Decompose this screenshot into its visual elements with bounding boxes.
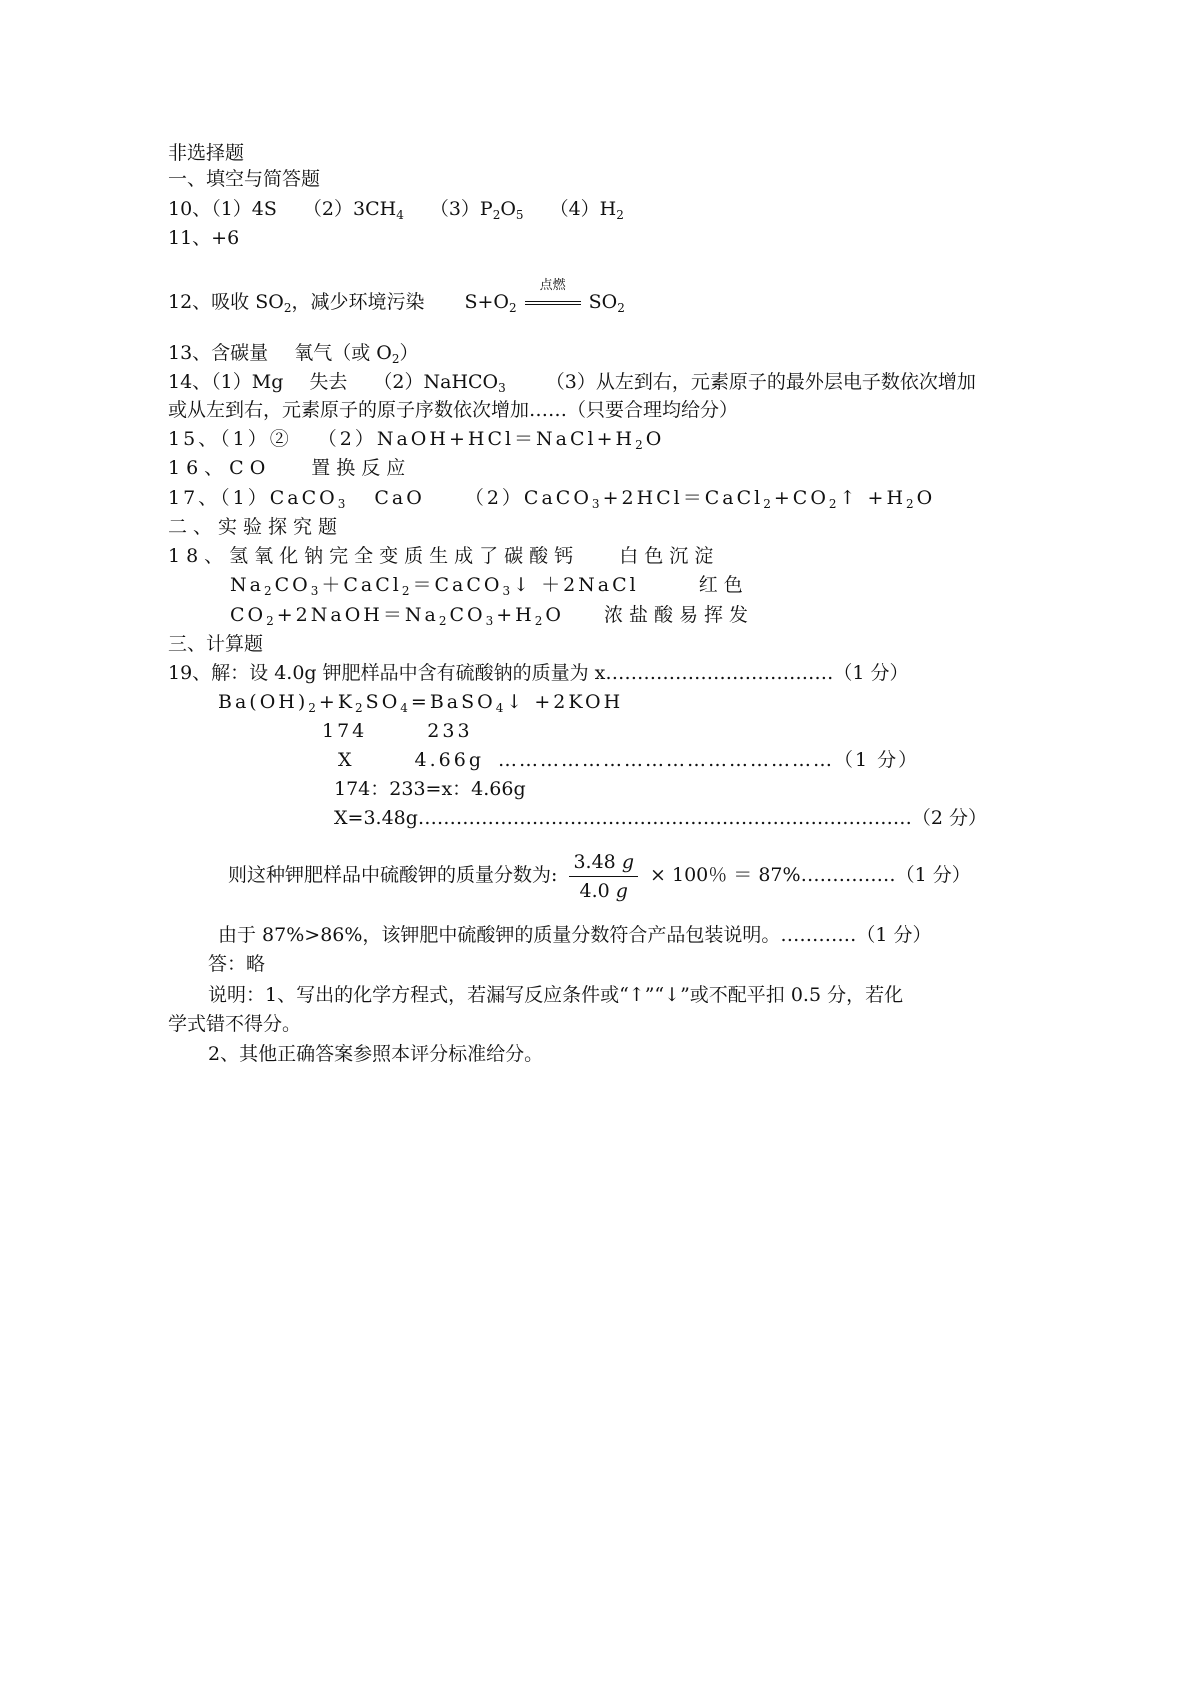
q19-molar-masses: 174 233 [322,720,473,742]
reaction-condition-arrow: 点燃 [525,293,581,313]
q19-percentage: 则这种钾肥样品中硫酸钾的质量分数为: $\frac{3.48 g}{4.0 g}$ × 100％ ＝ 87%……………（1 分） [228,845,971,905]
q13-answer: 13、含碳量 氧气（或 $O_2$） [168,342,419,366]
q10-answer: 10、（1）4S $(2)3CH_4$ $(3)P_2O_5$ $(4)H_2$ [168,198,624,222]
q14-answer-line1: 14、（1）Mg 失去 （2）NaHCO$_3$ （3）从左到右，元素原子的最外层电子数依次增加 [168,371,976,395]
section-title-nonchoice: 非选择题 [168,142,245,164]
fraction: $\frac{3.48 g}{4.0 g}$ [569,848,638,905]
q16-answer: 16、CO 置换反应 [168,457,412,479]
q18-answer-line3: $CO_2+2NaOH=Na_2CO_3+H_2O$ 浓盐酸易挥发 [230,604,754,628]
q11-answer: 11、+6 [168,227,240,249]
q19-answer: 答：略 [208,953,266,975]
q18-answer-line1: 18、氢氧化钠完全变质生成了碳酸钙 白色沉淀 [168,545,720,567]
q19-ratio: 174：233=x：4.66g [334,778,526,800]
q19-result: X=3.48g……………………………………………………………………（2 分） [334,807,988,829]
note-line3: 2、其他正确答案参照本评分标准给分。 [208,1043,544,1065]
note-line1: 说明：1、写出的化学方程式，若漏写反应条件或“↑”“↓”或不配平扣 0.5 分，若化 [208,984,904,1006]
q17-answer: 17、（1）CaCO$_3$ CaO $(2)CaCO_3+2HCl=CaCl_2+CO_2↑ +H_2O$ [168,487,936,511]
q18-answer-line2: $Na_2CO_3+CaCl_2=CaCO_3↓$ ＋2NaCl 红色 [230,574,749,598]
section-1-heading: 一、填空与简答题 [168,168,321,190]
q14-answer-line2: 或从左到右，元素原子的原子序数依次增加……（只要合理均给分） [168,399,739,421]
q19-line1: 19、解：设 4.0g 钾肥样品中含有硫酸钠的质量为 x………………………………（1 分） [168,662,909,684]
note-line2: 学式错不得分。 [168,1013,302,1035]
section-2-heading: 二、实验探究题 [168,516,344,538]
q19-unknowns: X 4.66g …………………………………………（1 分） [338,749,920,771]
q12-answer: 12、吸收 $SO_2$，减少环境污染 $S+O_2$ 点燃 $SO_2$ [168,278,625,315]
q15-answer: 15、（1）② $(2)NaOH+HCl=NaCl+H_2O$ [168,428,665,452]
q19-equation: $Ba(OH)_2+K_2SO_4=BaSO_4↓ +2KOH$ [218,691,624,715]
q19-conclusion: 由于 87%>86%，该钾肥中硫酸钾的质量分数符合产品包装说明。…………（1 分） [218,924,932,946]
section-3-heading: 三、计算题 [168,633,264,655]
